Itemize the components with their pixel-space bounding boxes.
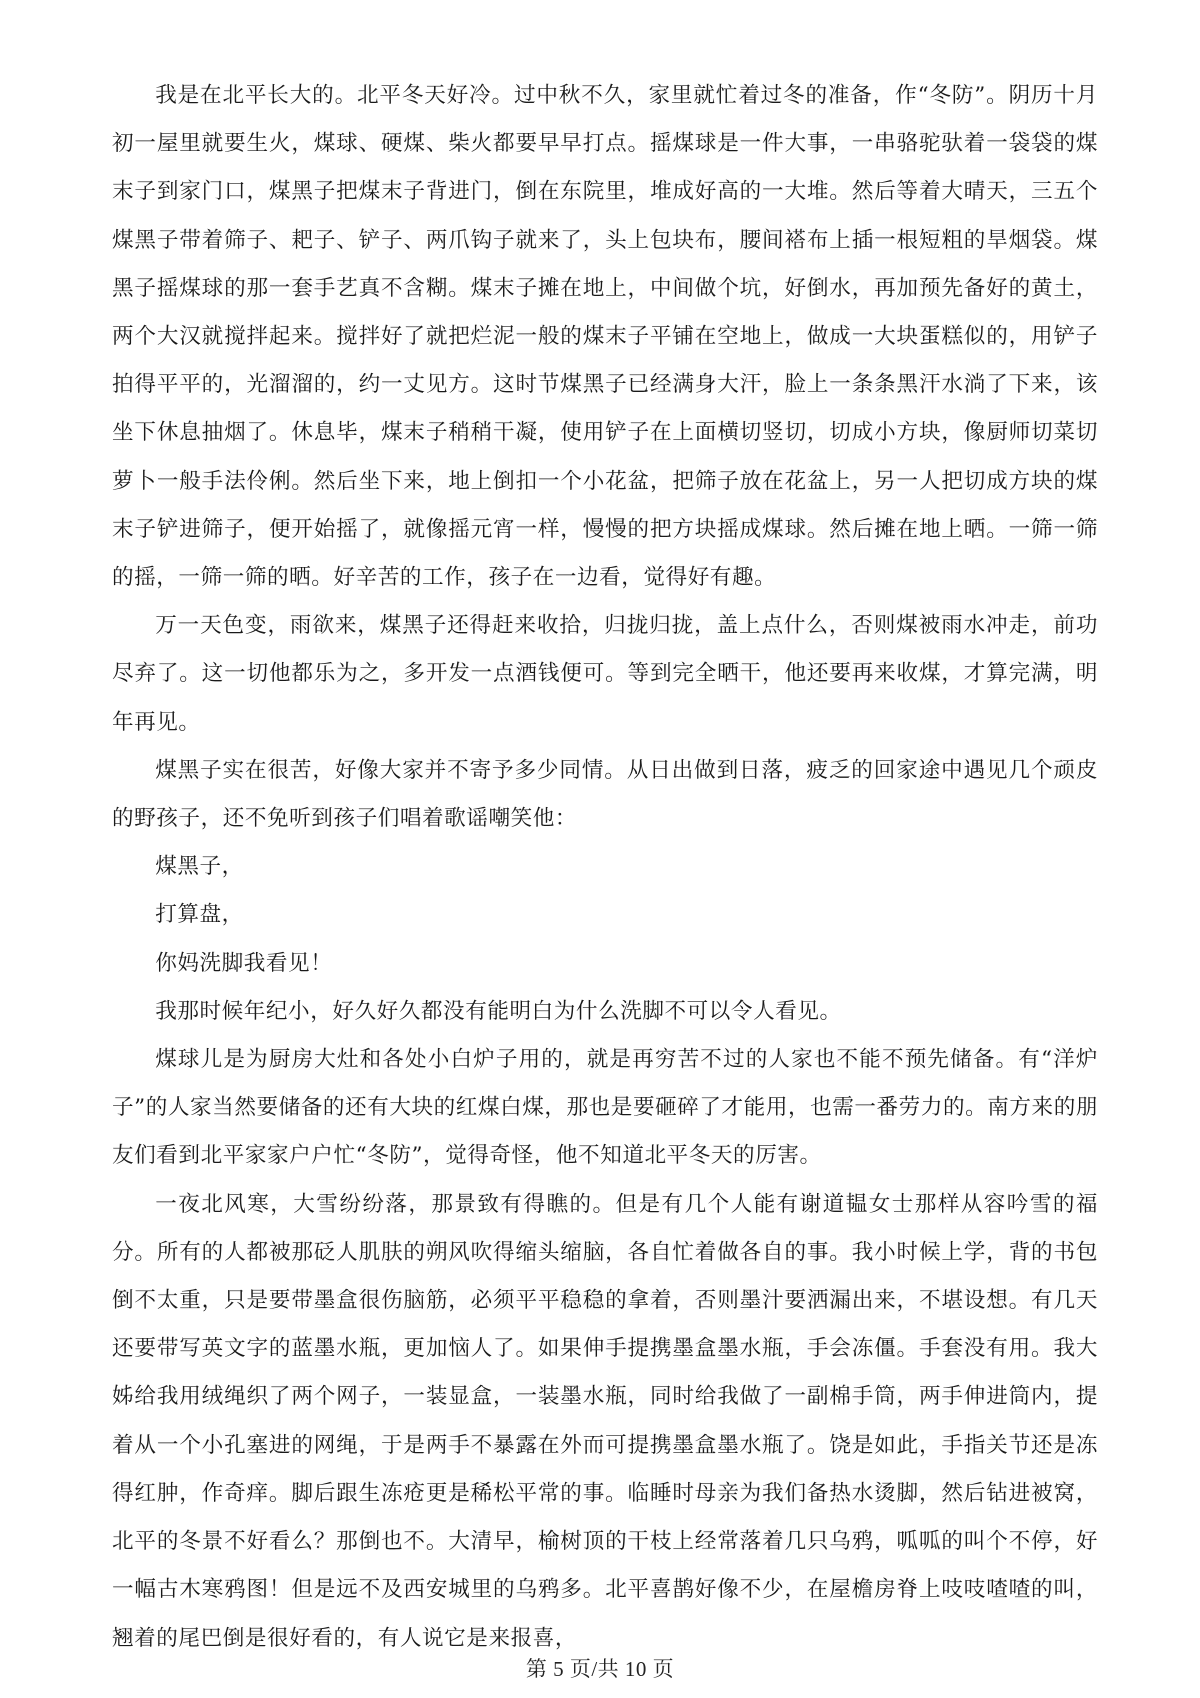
paragraph-snow: 一夜北风寒，大雪纷纷落，那景致有得瞧的。但是有几个人能有谢道韫女士那样从容吟雪的福分。所有的人都被那砭人肌肤的朔风吹得缩头缩脑，各自忙着做各自的事。我小时候上学，背的书包倒不太重，只是要带墨盒很伤脑筋，必须平平稳稳的拿着，否则墨汁要洒漏出来，不堪设想。有几天还要带写英文字的蓝墨水瓶，更加恼人了。如果伸手提携墨盒墨水瓶，手会冻僵。手套没有用。我大姊给我用绒绳织了两个网子，一装显盒，一装墨水瓶，同时给我做了一副棉手筒，两手伸进筒内，提着从一个小孔塞进的网绳，于是两手不暴露在外而可提携墨盒墨水瓶了。饶是如此，手指关节还是冻得红肿，作奇痒。脚后跟生冻疮更是稀松平常的事。临睡时母亲为我们备热水烫脚，然后钻进被窝，北平的冬景不好看么？那倒也不。大清早，榆树顶的干枝上经常落着几只乌鸦，呱呱的叫个不停，好一幅古木寒鸦图！但是远不及西安城里的乌鸦多。北平喜鹊好像不少，在屋檐房脊上吱吱喳喳的叫，翘着的尾巴倒是很好看的，有人说它是来报喜， (112, 1191, 1098, 1651)
paragraph-coal-balls: 我是在北平长大的。北平冬天好冷。过中秋不久，家里就忙着过冬的准备，作“冬防”。阴历十月初一屋里就要生火，煤球、硬煤、柴火都要早早打点。摇煤球是一件大事，一串骆驼驮着一袋袋的煤末子到家门口，煤黑子把煤末子背进门，倒在东院里，堆成好高的一大堆。然后等着大晴天，三五个煤黑子带着筛子、耙子、铲子、两爪钩子就来了，头上包块布，腰间褡布上插一根短粗的旱烟袋。煤黑子摇煤球的那一套手艺真不含糊。煤末子摊在地上，中间做个坑，好倒水，再加预先备好的黄土，两个大汉就搅拌起来。搅拌好了就把烂泥一般的煤末子平铺在空地上，做成一大块蛋糕似的，用铲子拍得平平的，光溜溜的，约一丈见方。这时节煤黑子已经满身大汗，脸上一条条黑汗水淌了下来，该坐下休息抽烟了。休息毕，煤末子稍稍干凝，使用铲子在上面横切竖切，切成小方块，像厨师切菜切萝卜一般手法伶俐。然后坐下来，地上倒扣一个小花盆，把筛子放在花盆上，另一人把切成方块的煤末子铲进筛子，便开始摇了，就像摇元宵一样，慢慢的把方块摇成煤球。然后摊在地上晒。一筛一筛的摇，一筛一筛的晒。好辛苦的工作，孩子在一边看，觉得好有趣。 (112, 83, 1098, 591)
paragraph-childhood: 我那时候年纪小，好久好久都没有能明白为什么洗脚不可以令人看见。 (155, 998, 842, 1024)
verse-line: 煤黑子， (155, 854, 244, 880)
page-number-footer: 第 5 页/共 10 页 (525, 1657, 675, 1681)
paragraph-children-mock: 煤黑子实在很苦，好像大家并不寄予多少同情。从日出做到日落，疲乏的回家途中遇见几个顽皮的野孩子，还不免听到孩子们唱着歌谣嘲笑他： (112, 757, 1098, 832)
paragraph-stoves: 煤球儿是为厨房大灶和各处小白炉子用的，就是再穷苦不过的人家也不能不预先储备。有“洋炉子”的人家当然要储备的还有大块的红煤白煤，那也是要砸碎了才能用，也需一番劳力的。南方来的朋友们看到北平家家户户忙“冬防”，觉得奇怪，他不知道北平冬天的厉害。 (112, 1047, 1098, 1169)
paragraph-rain: 万一天色变，雨欲来，煤黑子还得赶来收拾，归拢归拢，盖上点什么，否则煤被雨水冲走，前功尽弃了。这一切他都乐为之，多开发一点酒钱便可。等到完全晒干，他还要再来收煤，才算完满，明年再见。 (112, 613, 1098, 735)
verse-line: 你妈洗脚我看见！ (155, 950, 333, 976)
article-body (112, 72, 1098, 1663)
verse-line: 打算盘， (155, 902, 244, 928)
